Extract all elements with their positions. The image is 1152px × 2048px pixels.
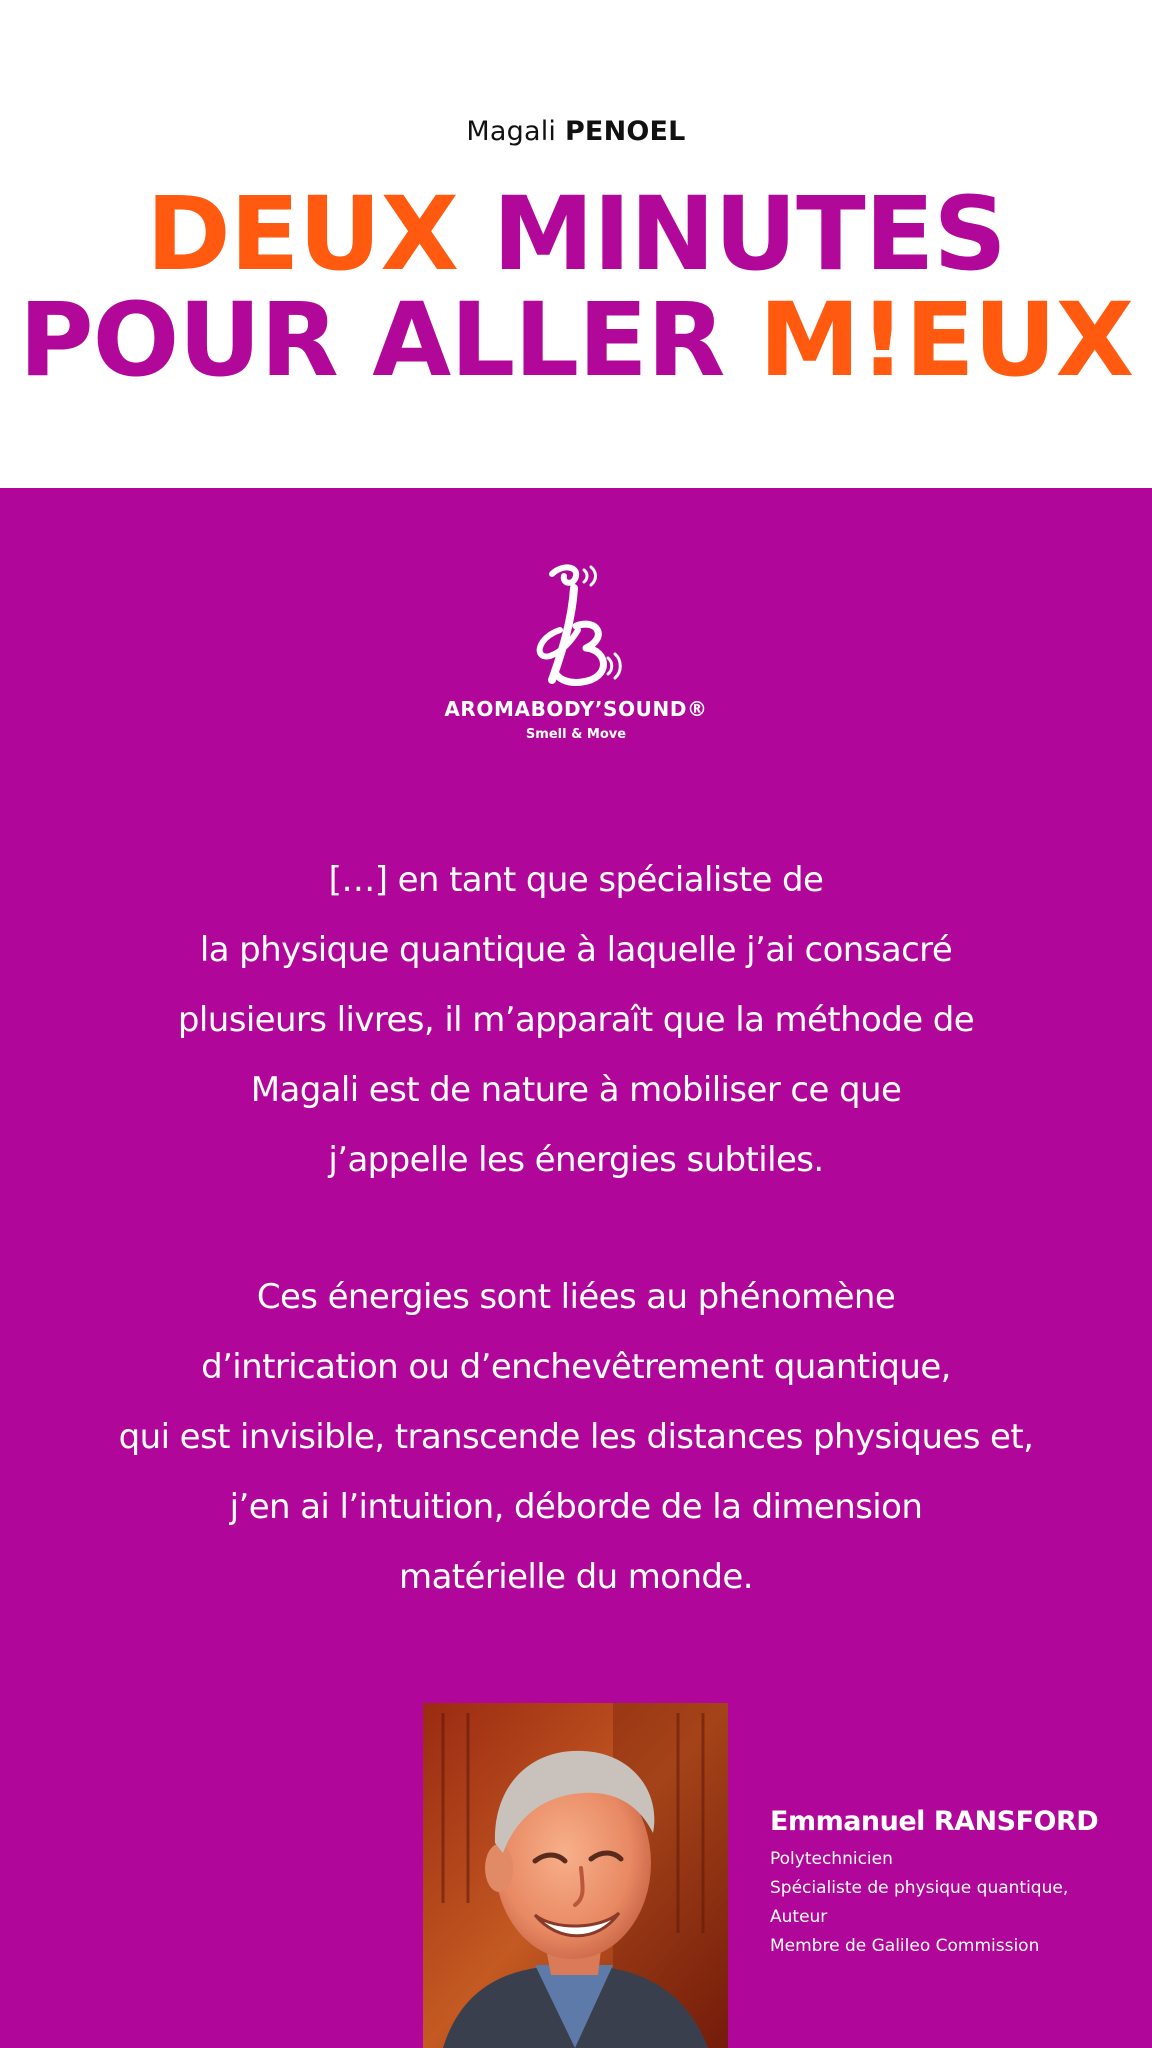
quote-paragraph-2 — [40, 1262, 1112, 1612]
title-word-minutes: MINUTES — [457, 175, 1006, 294]
quote-line: la physique quantique à laquelle j’ai consacré — [199, 930, 953, 970]
logo-brand-name: AROMABODY’SOUND® — [444, 697, 708, 721]
author-name — [0, 116, 1152, 147]
book-title-line-2 — [0, 281, 1152, 400]
quote-paragraph-1 — [40, 845, 1112, 1195]
endorser-portrait-photo — [423, 1703, 728, 2048]
cover-header — [0, 0, 1152, 488]
endorser-name: Emmanuel RANSFORD — [770, 1806, 1099, 1837]
book-title-line-1 — [0, 175, 1152, 294]
author-first-name: Magali — [466, 116, 557, 147]
aromabody-sound-logo — [426, 560, 726, 760]
quote-line: j’appelle les énergies subtiles. — [328, 1140, 824, 1180]
quote-line: […] en tant que spécialiste de — [328, 860, 824, 900]
author-last-name: PENOEL — [564, 116, 686, 147]
quote-line: Ces énergies sont liées au phénomène — [256, 1277, 896, 1317]
endorser-credential: Auteur — [770, 1907, 828, 1927]
quote-line: qui est invisible, transcende les distances physiques et, — [118, 1417, 1034, 1457]
endorser-bio — [770, 1806, 1130, 1961]
endorser-credential: Membre de Galileo Commission — [770, 1936, 1040, 1956]
quote-line: Magali est de nature à mobiliser ce que — [250, 1070, 902, 1110]
stylized-b-sound-waves-icon — [516, 560, 636, 695]
logo-tagline: Smell & Move — [525, 727, 627, 742]
quote-line: d’intrication ou d’enchevêtrement quantique, — [201, 1347, 951, 1387]
endorser-credential: Polytechnicien — [770, 1849, 893, 1869]
endorser-credential: Spécialiste de physique quantique, — [770, 1878, 1069, 1898]
title-words-pour-aller: POUR ALLER — [18, 281, 759, 400]
quote-line: j’en ai l’intuition, déborde de la dimension — [229, 1487, 923, 1527]
quote-line: plusieurs livres, il m’apparaît que la méthode de — [177, 1000, 975, 1040]
title-word-deux: DEUX — [146, 175, 458, 294]
quote-line: matérielle du monde. — [399, 1557, 753, 1597]
title-word-mieux: M!EUX — [758, 281, 1134, 400]
